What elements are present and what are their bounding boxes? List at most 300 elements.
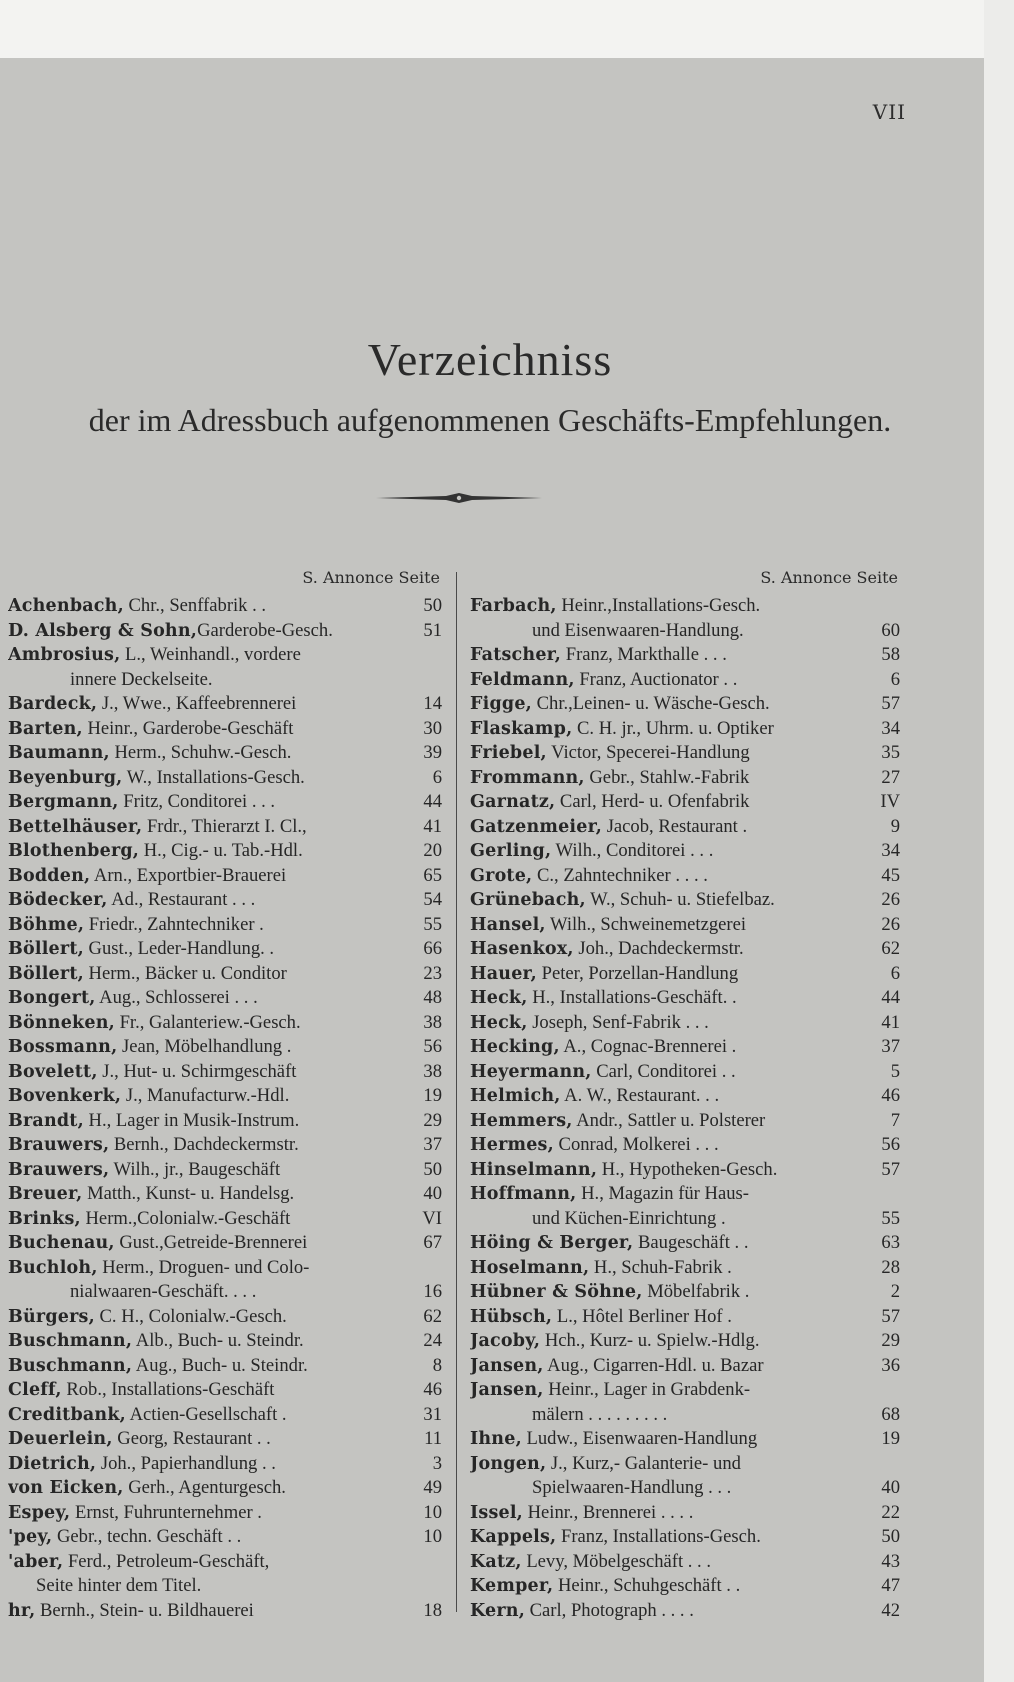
entry-name: 'aber, [8, 1551, 64, 1572]
entry-name: 'pey, [8, 1527, 53, 1547]
entry-text [8, 1231, 404, 1256]
list-item [8, 1599, 444, 1624]
list-item [470, 1084, 902, 1109]
entry-page-number: 5 [890, 1060, 900, 1082]
entry-text [470, 1280, 862, 1305]
list-item [8, 1550, 444, 1575]
entry-page-number: 57 [881, 1158, 900, 1180]
ornament-divider [376, 492, 542, 504]
entry-description: L., Weinhandl., vordere [120, 644, 301, 665]
list-item [470, 1599, 902, 1624]
entry-text [8, 619, 404, 644]
entry-name: D. Alsberg & Sohn, [8, 620, 198, 641]
entry-text [470, 1329, 862, 1354]
entry-page-number: 46 [423, 1379, 442, 1400]
entry-description: Joh., Papierhandlung . . [96, 1452, 276, 1474]
list-item [8, 766, 444, 791]
entry-description: Conrad, Molkerei . . . [553, 1134, 719, 1155]
entry-page-number: 57 [881, 693, 900, 714]
entry-name: Beyenburg, [8, 767, 123, 788]
entry-description: J., Manufacturw.-Hdl. [121, 1085, 290, 1106]
entry-description: Spielwaaren-Handlung . . . [532, 1477, 732, 1498]
entry-name: Böllert, [8, 963, 84, 984]
entry-page-number: 68 [881, 1403, 900, 1425]
entry-text [470, 1011, 862, 1036]
entry-text [8, 1378, 404, 1403]
entry-page-number: 58 [881, 644, 900, 665]
entry-text [8, 692, 404, 717]
entry-description: Baugeschäft . . [633, 1232, 749, 1253]
entry-description: Jacob, Restaurant . [602, 815, 748, 837]
entry-text [470, 692, 862, 717]
entry-page-number: 31 [423, 1403, 442, 1425]
entry-name: Katz, [470, 1551, 522, 1572]
entry-page-number: 28 [881, 1256, 900, 1278]
list-item [470, 1158, 902, 1183]
list-item [8, 1207, 444, 1232]
entry-name: Ihne, [470, 1429, 522, 1449]
entry-text [470, 619, 862, 644]
list-item [8, 1011, 444, 1036]
entry-text [470, 1599, 862, 1624]
entry-page-number: IV [880, 791, 900, 812]
list-item [8, 986, 444, 1011]
entry-name: Baumann, [8, 743, 110, 763]
entry-text [470, 1550, 862, 1575]
entry-text [470, 815, 862, 840]
list-item [470, 1035, 902, 1060]
entry-name: von Eicken, [8, 1478, 124, 1498]
entry-name: Buschmann, [8, 1331, 133, 1351]
list-item [470, 1476, 902, 1501]
list-item [470, 1525, 902, 1550]
entry-name: Hinselmann, [470, 1159, 598, 1180]
entry-page-number: 62 [881, 938, 900, 959]
entry-text [470, 1378, 862, 1403]
list-item [8, 594, 444, 619]
entry-name: Helmich, [470, 1086, 561, 1106]
entry-text [8, 1525, 404, 1550]
entry-description: Aug., Schlosserei . . . [95, 987, 258, 1008]
top-margin [0, 0, 1014, 58]
entry-description: Aug., Cigarren-Hdl. u. Bazar [543, 1354, 764, 1376]
entry-description: Levy, Möbelgeschäft . . . [521, 1550, 711, 1572]
entry-page-number: 63 [881, 1232, 900, 1253]
entry-name: Heck, [470, 1012, 528, 1033]
entry-page-number: 26 [881, 889, 900, 910]
entry-name: Bodden, [8, 865, 91, 886]
entry-name: Hemmers, [470, 1110, 573, 1131]
list-item [8, 1084, 444, 1109]
entry-page-number: 56 [881, 1134, 900, 1155]
entry-text [470, 1476, 862, 1501]
entry-text [470, 1060, 862, 1085]
entry-text [470, 1158, 862, 1183]
page-subtitle: der im Adressbuch aufgenommenen Geschäfts-Empfehlungen. [88, 402, 892, 438]
entry-description: C., Zahntechniker . . . . [532, 864, 708, 886]
list-item [470, 1427, 902, 1452]
entry-page-number: 55 [881, 1207, 900, 1229]
right-column [470, 568, 902, 1623]
entry-page-number: 9 [890, 815, 900, 837]
entry-text [8, 815, 404, 840]
list-item [8, 1280, 444, 1305]
entry-text [470, 643, 862, 668]
entry-text [8, 864, 404, 889]
entry-name: Deuerlein, [8, 1429, 113, 1449]
entry-name: Höing & Berger, [470, 1233, 634, 1253]
entry-name: Dietrich, [8, 1453, 97, 1474]
entry-description: J., Wwe., Kaffeebrennerei [97, 693, 297, 714]
entry-description: Herm., Bäcker u. Conditor [83, 962, 287, 984]
entry-page-number: 6 [890, 962, 900, 984]
entry-description: Herm.,Colonialw.-Geschäft [80, 1207, 291, 1229]
entry-description: Ad., Restaurant . . . [107, 889, 256, 910]
entry-name: Hübner & Söhne, [470, 1282, 643, 1302]
entry-page-number: 46 [881, 1085, 900, 1106]
entry-page-number: 48 [423, 987, 442, 1008]
entry-text [8, 1476, 404, 1501]
entry-text [470, 1231, 862, 1256]
entry-name: Frommann, [470, 767, 585, 788]
entry-page-number: 8 [432, 1354, 442, 1376]
entry-name: Buschmann, [8, 1355, 133, 1376]
entry-page-number: 40 [881, 1477, 900, 1498]
entry-description: Friedr., Zahntechniker . [84, 913, 264, 935]
entry-description: Alb., Buch- u. Steindr. [132, 1330, 304, 1351]
entry-page-number: 45 [881, 864, 900, 886]
entry-description: Seite hinter dem Titel. [36, 1575, 202, 1596]
entry-text [470, 1207, 862, 1232]
entry-text [8, 1574, 404, 1599]
list-item [470, 986, 902, 1011]
list-item [470, 1329, 902, 1354]
entry-text [470, 1427, 862, 1452]
entry-description: Franz, Markthalle . . . [561, 644, 727, 665]
entry-page-number: 42 [881, 1599, 900, 1621]
list-item [8, 1525, 444, 1550]
entry-page-number: 36 [881, 1354, 900, 1376]
entry-name: Friebel, [470, 743, 547, 763]
list-item [470, 1574, 902, 1599]
entry-text [470, 1109, 862, 1134]
entry-name: Gerling, [470, 841, 552, 861]
entry-page-number: 23 [423, 962, 442, 984]
entry-name: Farbach, [470, 596, 557, 616]
entry-page-number: 49 [423, 1477, 442, 1498]
list-item [8, 741, 444, 766]
list-item [8, 1427, 444, 1452]
entry-description: Jean, Möbelhandlung . [117, 1036, 292, 1057]
entry-page-number: 20 [423, 840, 442, 861]
list-item [8, 1378, 444, 1403]
entry-page-number: 38 [423, 1060, 442, 1082]
entry-description: Garderobe-Gesch. [197, 619, 333, 641]
entry-name: Grote, [470, 865, 533, 886]
entry-name: Bönneken, [8, 1012, 115, 1033]
entry-text [8, 1550, 404, 1575]
entry-text [8, 1403, 404, 1428]
entry-name: Bongert, [8, 988, 96, 1008]
entry-name: Flaskamp, [470, 718, 573, 739]
entry-description: H., Installations-Geschäft. . [527, 987, 737, 1008]
list-item [470, 815, 902, 840]
list-item [8, 815, 444, 840]
entry-text [8, 643, 404, 668]
entry-description: Bernh., Dachdeckermstr. [109, 1134, 299, 1155]
entry-page-number: 65 [423, 864, 442, 886]
entry-text [8, 839, 404, 864]
entry-name: Barten, [8, 718, 83, 739]
entry-name: Buchenau, [8, 1233, 115, 1253]
entry-text [8, 937, 404, 962]
list-item [470, 1305, 902, 1330]
entry-text [470, 1574, 862, 1599]
entry-text [8, 1133, 404, 1158]
entry-name: Böllert, [8, 939, 84, 959]
list-item [8, 913, 444, 938]
column-header-left: S. Annonce Seite [302, 568, 440, 587]
list-item [8, 1501, 444, 1526]
entry-name: hr, [8, 1600, 36, 1621]
entry-text [8, 717, 404, 742]
list-item [8, 1403, 444, 1428]
entry-description: J., Hut- u. Schirmgeschäft [97, 1060, 297, 1082]
list-item [8, 1035, 444, 1060]
list-item [470, 1207, 902, 1232]
entry-page-number: 47 [881, 1575, 900, 1596]
list-item [8, 692, 444, 717]
entry-description: Hch., Kurz- u. Spielw.-Hdlg. [540, 1330, 760, 1351]
entry-text [8, 1011, 404, 1036]
right-margin [984, 0, 1014, 1682]
list-item [8, 1182, 444, 1207]
entry-name: Brandt, [8, 1110, 84, 1131]
entry-text [8, 1060, 404, 1085]
entry-text [470, 717, 862, 742]
entry-name: Hübsch, [470, 1306, 553, 1327]
entry-page-number: 3 [432, 1452, 442, 1474]
entry-page-number: 34 [881, 717, 900, 739]
list-item [8, 668, 444, 693]
entry-description: Peter, Porzellan-Handlung [536, 962, 739, 984]
entry-page-number: 19 [423, 1085, 442, 1106]
entry-name: Jacoby, [470, 1331, 541, 1351]
list-item [470, 668, 902, 693]
list-item [8, 1305, 444, 1330]
entry-text [8, 1084, 404, 1109]
entry-text [470, 864, 862, 889]
entry-text [470, 839, 862, 864]
entry-name: Creditbank, [8, 1404, 126, 1425]
entry-text [8, 913, 404, 938]
entry-page-number: 18 [423, 1599, 442, 1621]
entry-name: Hansel, [470, 914, 546, 935]
entry-description: Frdr., Thierarzt I. Cl., [142, 815, 307, 837]
entry-text [8, 1035, 404, 1060]
entry-text [8, 1501, 404, 1526]
list-item [470, 937, 902, 962]
entry-description: Heinr., Garderobe-Geschäft [82, 717, 294, 739]
entry-description: H., Lager in Musik-Instrum. [83, 1109, 300, 1131]
entry-name: Jongen, [470, 1453, 547, 1474]
entry-description: W., Installations-Gesch. [122, 766, 305, 788]
entry-text [8, 1182, 404, 1207]
entry-description: J., Kurz,- Galanterie- und [546, 1452, 741, 1474]
entry-text [470, 790, 862, 815]
entry-name: Cleff, [8, 1380, 62, 1400]
entry-text [8, 1354, 404, 1379]
entry-description: Heinr., Lager in Grabdenk- [543, 1379, 751, 1400]
column-divider [456, 572, 457, 1612]
entry-name: Bürgers, [8, 1306, 95, 1327]
list-item [470, 1256, 902, 1281]
entry-name: Bergmann, [8, 792, 119, 812]
entry-text [470, 1354, 862, 1379]
entry-description: mälern . . . . . . . . . [532, 1403, 668, 1425]
entry-description: Heinr., Schuhgeschäft . . [553, 1575, 741, 1596]
entry-description: Fritz, Conditorei . . . [118, 791, 276, 812]
entry-text [470, 1084, 862, 1109]
list-item [470, 766, 902, 791]
entry-description: C. H. jr., Uhrm. u. Optiker [572, 717, 774, 739]
entry-name: Böhme, [8, 914, 85, 935]
list-item [470, 1354, 902, 1379]
entry-page-number: 35 [881, 742, 900, 763]
entry-description: Ferd., Petroleum-Geschäft, [63, 1550, 270, 1572]
list-item [470, 1182, 902, 1207]
list-item [8, 839, 444, 864]
entry-text [470, 1501, 862, 1526]
entry-text [470, 1133, 862, 1158]
entry-name: Achenbach, [8, 596, 124, 616]
entry-text [8, 594, 404, 619]
entry-description: Gerh., Agenturgesch. [123, 1477, 286, 1498]
entry-description: Herm., Droguen- und Colo- [97, 1256, 310, 1278]
entry-page-number: 40 [423, 1183, 442, 1204]
entry-description: Rob., Installations-Geschäft [61, 1379, 275, 1400]
entry-name: Ambrosius, [8, 645, 121, 665]
entry-name: Bödecker, [8, 890, 108, 910]
entry-page-number: 50 [881, 1526, 900, 1547]
list-item [470, 1403, 902, 1428]
entry-description: Joh., Dachdeckermstr. [573, 938, 744, 959]
entry-description: A. W., Restaurant. . . [560, 1085, 720, 1106]
entry-description: Ludw., Eisenwaaren-Handlung [521, 1428, 758, 1449]
entry-page-number: 37 [881, 1036, 900, 1057]
entry-text [8, 1329, 404, 1354]
entry-page-number: 50 [423, 595, 442, 616]
left-column [8, 568, 444, 1623]
list-item [470, 1452, 902, 1477]
entry-name: Hecking, [470, 1037, 560, 1057]
entry-description: und Küchen-Einrichtung . [532, 1207, 726, 1229]
entry-text [470, 1305, 862, 1330]
list-item [8, 643, 444, 668]
entry-name: Brinks, [8, 1208, 81, 1229]
entry-page-number: 43 [881, 1550, 900, 1572]
right-entry-list [470, 594, 902, 1623]
list-item [8, 619, 444, 644]
list-item [8, 1452, 444, 1477]
entry-page-number: 41 [881, 1011, 900, 1033]
entry-page-number: 6 [432, 766, 442, 788]
entry-page-number: 19 [881, 1428, 900, 1449]
list-item [470, 643, 902, 668]
list-item [470, 913, 902, 938]
entry-name: Breuer, [8, 1184, 83, 1204]
entry-name: Fatscher, [470, 645, 562, 665]
entry-description: Gebr., techn. Geschäft . . [52, 1526, 242, 1547]
list-item [470, 717, 902, 742]
entry-name: Issel, [470, 1502, 523, 1523]
entry-text [470, 741, 862, 766]
entry-name: Espey, [8, 1502, 71, 1523]
entry-page-number: 11 [424, 1428, 442, 1449]
entry-text [8, 1452, 404, 1477]
entry-text [8, 668, 404, 693]
entry-text [470, 1256, 862, 1281]
entry-page-number: 39 [423, 742, 442, 763]
entry-name: Blothenberg, [8, 841, 140, 861]
entry-page-number: VI [422, 1207, 442, 1229]
entry-description: Andr., Sattler u. Polsterer [572, 1109, 766, 1131]
entry-text [470, 962, 862, 987]
list-item [470, 1231, 902, 1256]
entry-name: Heck, [470, 988, 528, 1008]
entry-page-number: 26 [881, 913, 900, 935]
entry-description: Gust.,Getreide-Brennerei [114, 1232, 308, 1253]
entry-name: Garnatz, [470, 792, 556, 812]
list-item [470, 1133, 902, 1158]
column-header-right: S. Annonce Seite [760, 568, 898, 587]
entry-text [8, 888, 404, 913]
list-item [470, 692, 902, 717]
list-item [470, 1378, 902, 1403]
entry-text [470, 668, 862, 693]
entry-name: Brauwers, [8, 1159, 110, 1180]
entry-page-number: 57 [881, 1305, 900, 1327]
list-item [8, 937, 444, 962]
entry-page-number: 6 [890, 668, 900, 690]
entry-description: Chr.,Leinen- u. Wäsche-Gesch. [531, 693, 770, 714]
entry-text [470, 913, 862, 938]
entry-description: Fr., Galanteriew.-Gesch. [114, 1011, 301, 1033]
entry-description: Bernh., Stein- u. Bildhauerei [35, 1599, 254, 1621]
list-item [8, 790, 444, 815]
entry-text [8, 1256, 404, 1281]
list-item [8, 717, 444, 742]
entry-description: und Eisenwaaren-Handlung. [532, 619, 744, 641]
entry-page-number: 37 [423, 1134, 442, 1155]
entry-page-number: 50 [423, 1158, 442, 1180]
entry-page-number: 10 [423, 1501, 442, 1523]
list-item [470, 1501, 902, 1526]
entry-page-number: 41 [423, 815, 442, 837]
entry-description: Georg, Restaurant . . [112, 1428, 271, 1449]
page-title: Verzeichniss [367, 334, 613, 385]
list-item [470, 1011, 902, 1036]
entry-name: Grünebach, [470, 890, 586, 910]
entry-name: Bettelhäuser, [8, 816, 143, 837]
list-item [8, 1109, 444, 1134]
entry-page-number: 14 [423, 693, 442, 714]
entry-name: Jansen, [470, 1380, 544, 1400]
entry-name: Bovenkerk, [8, 1086, 122, 1106]
list-item [470, 741, 902, 766]
page-number: VII [872, 100, 906, 124]
list-item [470, 619, 902, 644]
